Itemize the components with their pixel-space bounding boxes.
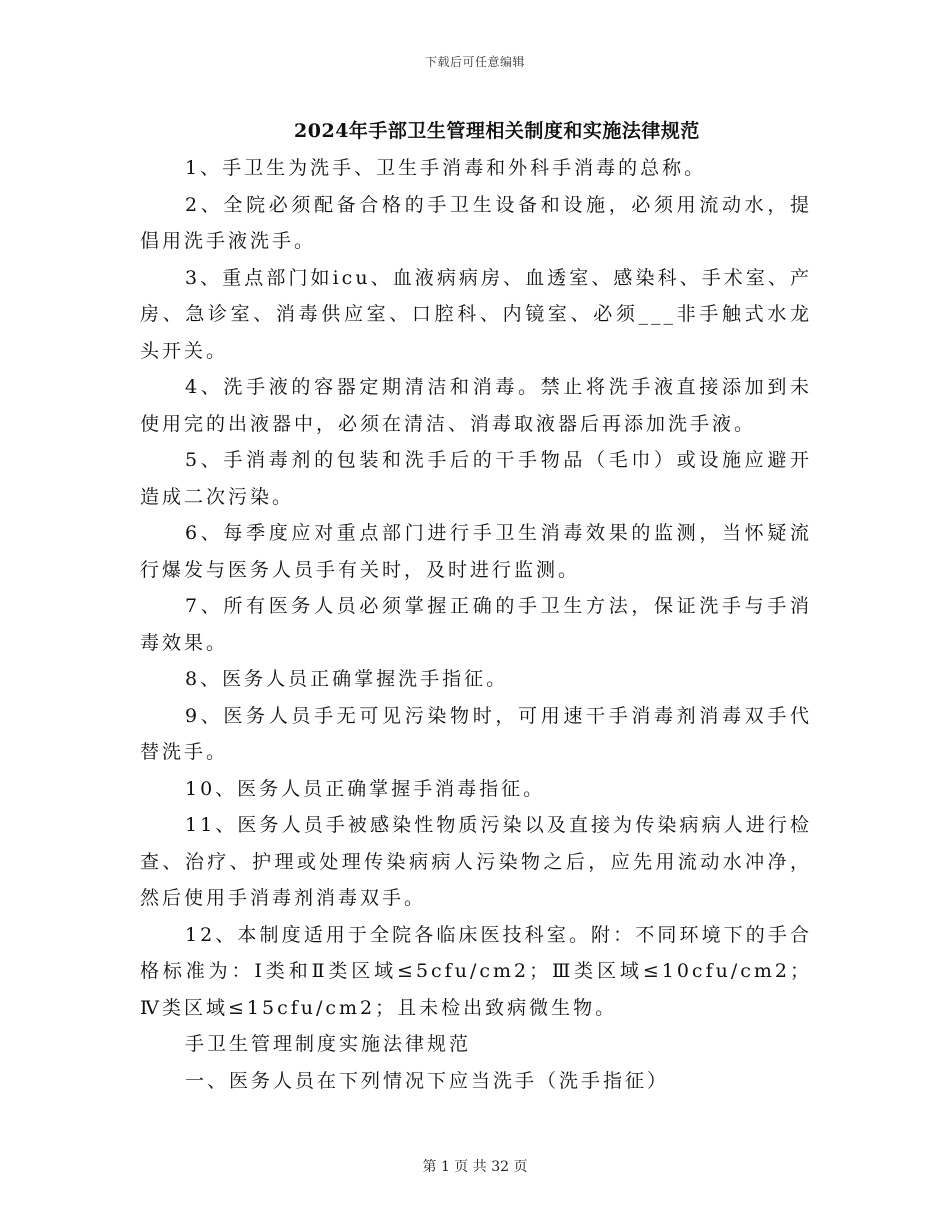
document-title: 2024年手部卫生管理相关制度和实施法律规范 [294,120,700,142]
paragraph-10: 10、医务人员正确掌握手消毒指征。 [185,777,546,800]
paragraph-9: 9、医务人员手无可见污染物时，可用速干手消毒剂消毒双手代替洗手。 [140,704,812,763]
section-heading: 手卫生管理制度实施法律规范 [185,1033,472,1055]
paragraph-1: 1、手卫生为洗手、卫生手消毒和外科手消毒的总称。 [185,157,707,179]
paragraph-4: 4、洗手液的容器定期清洁和消毒。禁止将洗手液直接添加到未使用完的出液器中，必须在清洁、消毒取液器后再添加洗手液。 [140,376,812,435]
paragraph-11: 11、医务人员手被感染性物质污染以及直接为传染病病人进行检查、治疗、护理或处理传染病病人污染物之后，应先用流动水冲净，然后使用手消毒剂消毒双手。 [140,814,812,909]
document-body [140,150,812,1099]
page-footer: 第 1 页 共 32 页 [422,1159,528,1175]
paragraph-8: 8、医务人员正确掌握洗手指征。 [185,668,509,690]
paragraph-6: 6、每季度应对重点部门进行手卫生消毒效果的监测，当怀疑流行爆发与医务人员手有关时，及时进行监测。 [140,522,812,581]
paragraph-2: 2、全院必须配备合格的手卫生设备和设施，必须用流动水，提倡用洗手液洗手。 [140,193,812,252]
paragraph-3: 3、重点部门如icu、血液病病房、血透室、感染科、手术室、产房、急诊室、消毒供应室、口腔科、内镜室、必须___非手触式水龙头开关。 [140,266,812,362]
header-note: 下载后可任意编辑 [424,55,525,69]
paragraph-5: 5、手消毒剂的包装和洗手后的干手物品（毛巾）或设施应避开造成二次污染。 [140,449,812,508]
paragraph-12: 12、本制度适用于全院各临床医技科室。附：不同环境下的手合格标准为：Ⅰ类和Ⅱ类区域≤5cfu/cm2；Ⅲ类区域≤10cfu/cm2；Ⅳ类区域≤15cfu/cm2；且未检出致病微生物。 [140,923,812,1019]
paragraph-7: 7、所有医务人员必须掌握正确的手卫生方法，保证洗手与手消毒效果。 [140,595,812,654]
subsection-heading: 一、医务人员在下列情况下应当洗手（洗手指征） [185,1069,670,1092]
